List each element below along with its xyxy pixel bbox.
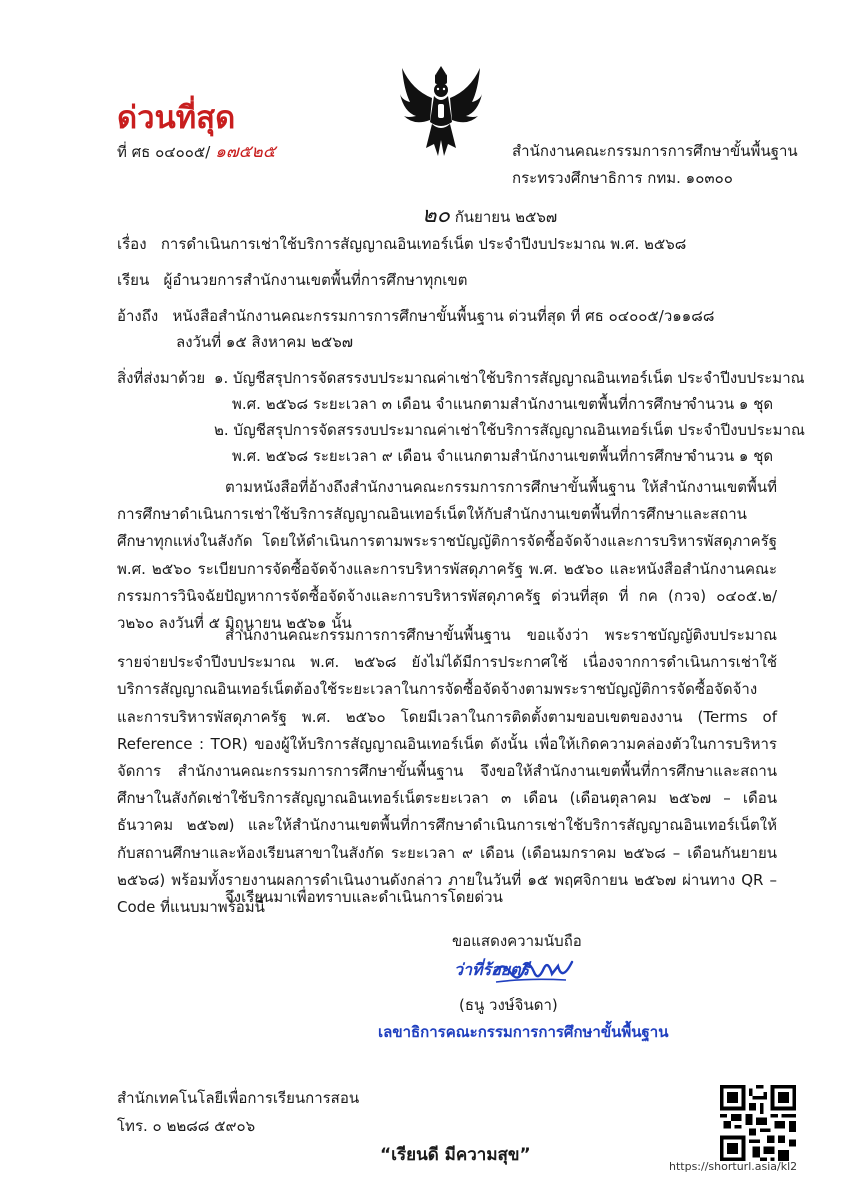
document-date [422,197,557,232]
enclosure-item-detail: พ.ศ. ๒๕๖๘ ระยะเวลา ๙ เดือน จำแนกตามสำนักงานเขตพื้นที่การศึกษา [232,447,692,465]
garuda-emblem-icon [398,60,484,160]
reference-line [117,304,714,328]
body-paragraph-1-text: ตามหนังสือที่อ้างถึงสำนักงานคณะกรรมการการศึกษาขั้นพื้นฐาน ให้สำนักงานเขตพื้นที่การศึกษาดำเนินการเช่าใช้บริการสัญญาณอินเทอร์เน็ตให้กับสำนักงานเขตพื้นที่การศึกษาและสถานศึกษาทุกแห่งในสังกัด โดยให้ดำเนินการตามพระราชบัญญัติการจัดซื้อจัดจ้างและการบริหารพัสดุภาครัฐ พ.ศ. ๒๕๖๐ ระเบียบการจัดซื้อจัดจ้างและการบริหารพัสดุภาครัฐ พ.ศ. ๒๕๖๐ และหนังสือสำนักงานคณะกรรมการวินิจฉัยปัญหาการจัดซื้อจัดจ้างและการบริหารพัสดุภาครัฐ ด่วนที่สุด ที่ กค (กวจ) ๐๔๐๕.๒/ว๒๖๐ ลงวันที่ ๕ มิถุนายน ๒๕๖๑ นั้น [117,478,777,633]
qr-code-icon[interactable] [720,1085,796,1161]
document-number-handwritten: ๑๗๕๒๕ [215,142,276,162]
recipient-label: เรียน [117,271,150,289]
recipient-text: ผู้อำนวยการสำนักงานเขตพื้นที่การศึกษาทุกเขต [163,271,468,289]
subject-line [117,232,686,256]
enclosures-label: สิ่งที่ส่งมาด้วย [117,369,206,387]
body-paragraph-2 [117,622,777,921]
body-paragraph-3: จึงเรียนมาเพื่อทราบและดำเนินการโดยด่วน [225,888,503,906]
enclosure-item-detail: พ.ศ. ๒๕๖๘ ระยะเวลา ๓ เดือน จำแนกตามสำนักงานเขตพื้นที่การศึกษา [232,395,691,413]
closing-regards: ขอแสดงความนับถือ [452,932,582,950]
signatory-name: (ธนู วงษ์จินดา) [459,996,558,1014]
reference-date: ลงวันที่ ๑๕ สิงหาคม ๒๕๖๗ [176,333,354,351]
signatory-position: เลขาธิการคณะกรรมการการศึกษาขั้นพื้นฐาน [378,1023,669,1041]
contact-unit: สำนักเทคโนโลยีเพื่อการเรียนการสอน [117,1089,360,1107]
issuing-office-name: สำนักงานคณะกรรมการการศึกษาขั้นพื้นฐาน [512,142,798,160]
subject-label: เรื่อง [117,235,147,253]
subject-text: การดำเนินการเช่าใช้บริการสัญญาณอินเทอร์เน็ต ประจำปีงบประมาณ พ.ศ. ๒๕๖๘ [160,235,687,253]
body-paragraph-2-text: สำนักงานคณะกรรมการการศึกษาขั้นพื้นฐาน ขอแจ้งว่า พระราชบัญญัติงบประมาณรายจ่ายประจำปีงบประมาณ พ.ศ. ๒๕๖๘ ยังไม่ได้มีการประกาศใช้ เนื่องจากการดำเนินการเช่าใช้บริการสัญญาณอินเทอร์เน็ตต้องใช้ระยะเวลาในการจัดซื้อจัดจ้างตามพระราชบัญญัติการจัดซื้อจัดจ้างและการบริหารพัสดุภาครัฐ พ.ศ. ๒๕๖๐ โดยมีเวลาในการติดตั้งตามขอบเขตของงาน (Terms of Reference : TOR) ของผู้ให้บริการสัญญาณอินเทอร์เน็ต ดังนั้น เพื่อให้เกิดความคล่องตัวในการบริหารจัดการ สำนักงานคณะกรรมการการศึกษาขั้นพื้นฐาน จึงขอให้สำนักงานเขตพื้นที่การศึกษาและสถานศึกษาในสังกัดเช่าใช้บริการสัญญาณอินเทอร์เน็ตระยะเวลา ๓ เดือน (เดือนตุลาคม ๒๕๖๗ – เดือนธันวาคม ๒๕๖๗) และให้สำนักงานเขตพื้นที่การศึกษาดำเนินการเช่าใช้บริการสัญญาณอินเทอร์เน็ตให้กับสถานศึกษาและห้องเรียนสาขาในสังกัด ระยะเวลา ๙ เดือน (เดือนมกราคม ๒๕๖๘ – เดือนกันยายน ๒๕๖๘) พร้อมทั้งรายงานผลการดำเนินงานดังกล่าว ภายในวันที่ ๑๕ พฤศจิกายน ๒๕๖๗ ผ่านทาง QR – Code ที่แนบมาพร้อมนี้ [117,626,777,917]
contact-info [117,1084,359,1140]
enclosure-item: ๑. บัญชีสรุปการจัดสรรงบประมาณค่าเช่าใช้บริการสัญญาณอินเทอร์เน็ต ประจำปีงบประมาณ [214,369,805,387]
reference-text: หนังสือสำนักงานคณะกรรมการการศึกษาขั้นพื้นฐาน ด่วนที่สุด ที่ ศธ ๐๔๐๐๕/ว๑๑๘๘ [172,307,715,325]
signatory-rank: ว่าที่ร้อยตรี [454,960,530,979]
enclosure-item-quantity: จำนวน ๑ ชุด [688,447,774,465]
date-month-year: กันยายน ๒๕๖๗ [454,208,558,226]
document-number [117,138,276,165]
slogan: “เรียนดี มีความสุข” [380,1145,531,1165]
issuing-office-address: กระทรวงศึกษาธิการ กทม. ๑๐๓๐๐ [512,169,733,187]
signature-icon [488,952,578,992]
document-number-prefix: ที่ ศธ ๐๔๐๐๕/ [117,143,211,161]
issuing-office [512,138,798,192]
enclosure-item: ๒. บัญชีสรุปการจัดสรรงบประมาณค่าเช่าใช้บริการสัญญาณอินเทอร์เน็ต ประจำปีงบประมาณ [214,421,805,439]
enclosure-item-quantity: จำนวน ๑ ชุด [688,395,774,413]
urgency-stamp: ด่วนที่สุด [117,100,236,136]
date-day-handwritten: ๒๐ [422,203,450,228]
reference-label: อ้างถึง [117,307,159,325]
contact-phone: โทร. ๐ ๒๒๘๘ ๕๙๐๖ [117,1117,256,1135]
qr-code-url[interactable]: https://shorturl.asia/kl2 [669,1160,798,1173]
recipient-line [117,268,467,292]
body-paragraph-1 [117,474,777,637]
